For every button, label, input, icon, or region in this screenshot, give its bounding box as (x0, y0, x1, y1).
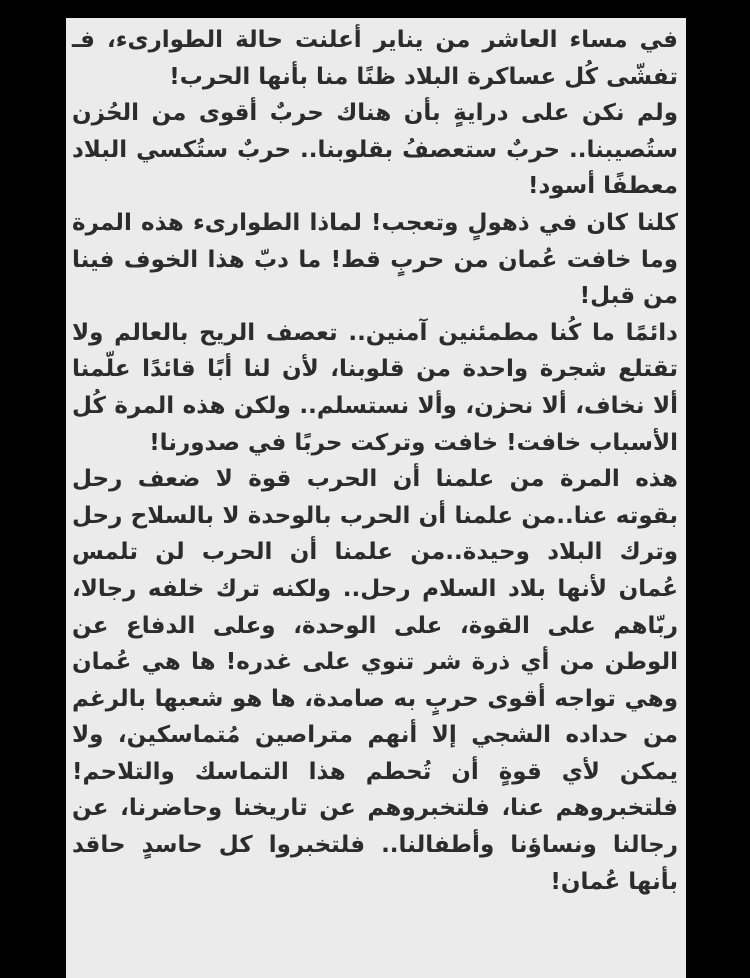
paragraph: ولم نكن على درايةٍ بأن هناك حربٌ أقوى من الحُزن ستُصيبنا.. حربٌ ستعصفُ بقلوبنا.. حربٌ ستُكسي البلاد معطفًا أسود! (72, 100, 678, 200)
paragraph: في مساء العاشر من يناير أعلنت حالة الطوارىء، فـ تفشّى كُل عساكرة البلاد ظنًا منا بأنها الحرب! (72, 27, 678, 90)
paragraph: هذه المرة من علمنا أن الحرب قوة لا ضعف رحل بقوته عنا..من علمنا أن الحرب بالوحدة لا بالسلاح رحل وترك البلاد وحيدة..من علمنا أن الحرب لن تلمس عُمان لأنها بلاد السلام رحل.. ولكنه ترك خلفه رجالا، ربّاهم على القوة، على الوحدة، وعلى الدفاع عن الوطن من أي ذرة شر تنوي على غدره! ها هي عُمان وهي تواجه أقوى حربٍ به صامدة، ها هو شعبها بالرغم من حداده الشجي إلا أنهم متراصين مُتماسكين، ولا يمكن لأي قوةٍ أن تُحطم هذا التماسك والتلاحم! فلتخبروهم عنا، فلتخبروهم عن تاريخنا وحاضرنا، عن رجالنا ونساؤنا وأطفالنا.. فلتخبروا كل حاسدٍ حاقد بأنها عُمان! (72, 466, 678, 895)
paragraph: دائمًا ما كُنا مطمئنين آمنين.. تعصف الريح بالعالم ولا تقتلع شجرة واحدة من قلوبنا، لأن لنا أبًا قائدًا علّمنا ألا نخاف، ألا نحزن، وألا نستسلم.. ولكن هذه المرة كُل الأسباب خافت! خافت وتركت حربًا في صدورنا! (72, 319, 678, 456)
paragraph: كلنا كان في ذهولٍ وتعجب! لماذا الطوارىء هذه المرة وما خافت عُمان من حربٍ قط! ما دبّ هذا الخوف فينا من قبل! (72, 209, 678, 310)
document-page (66, 18, 686, 978)
document-text (72, 22, 678, 900)
